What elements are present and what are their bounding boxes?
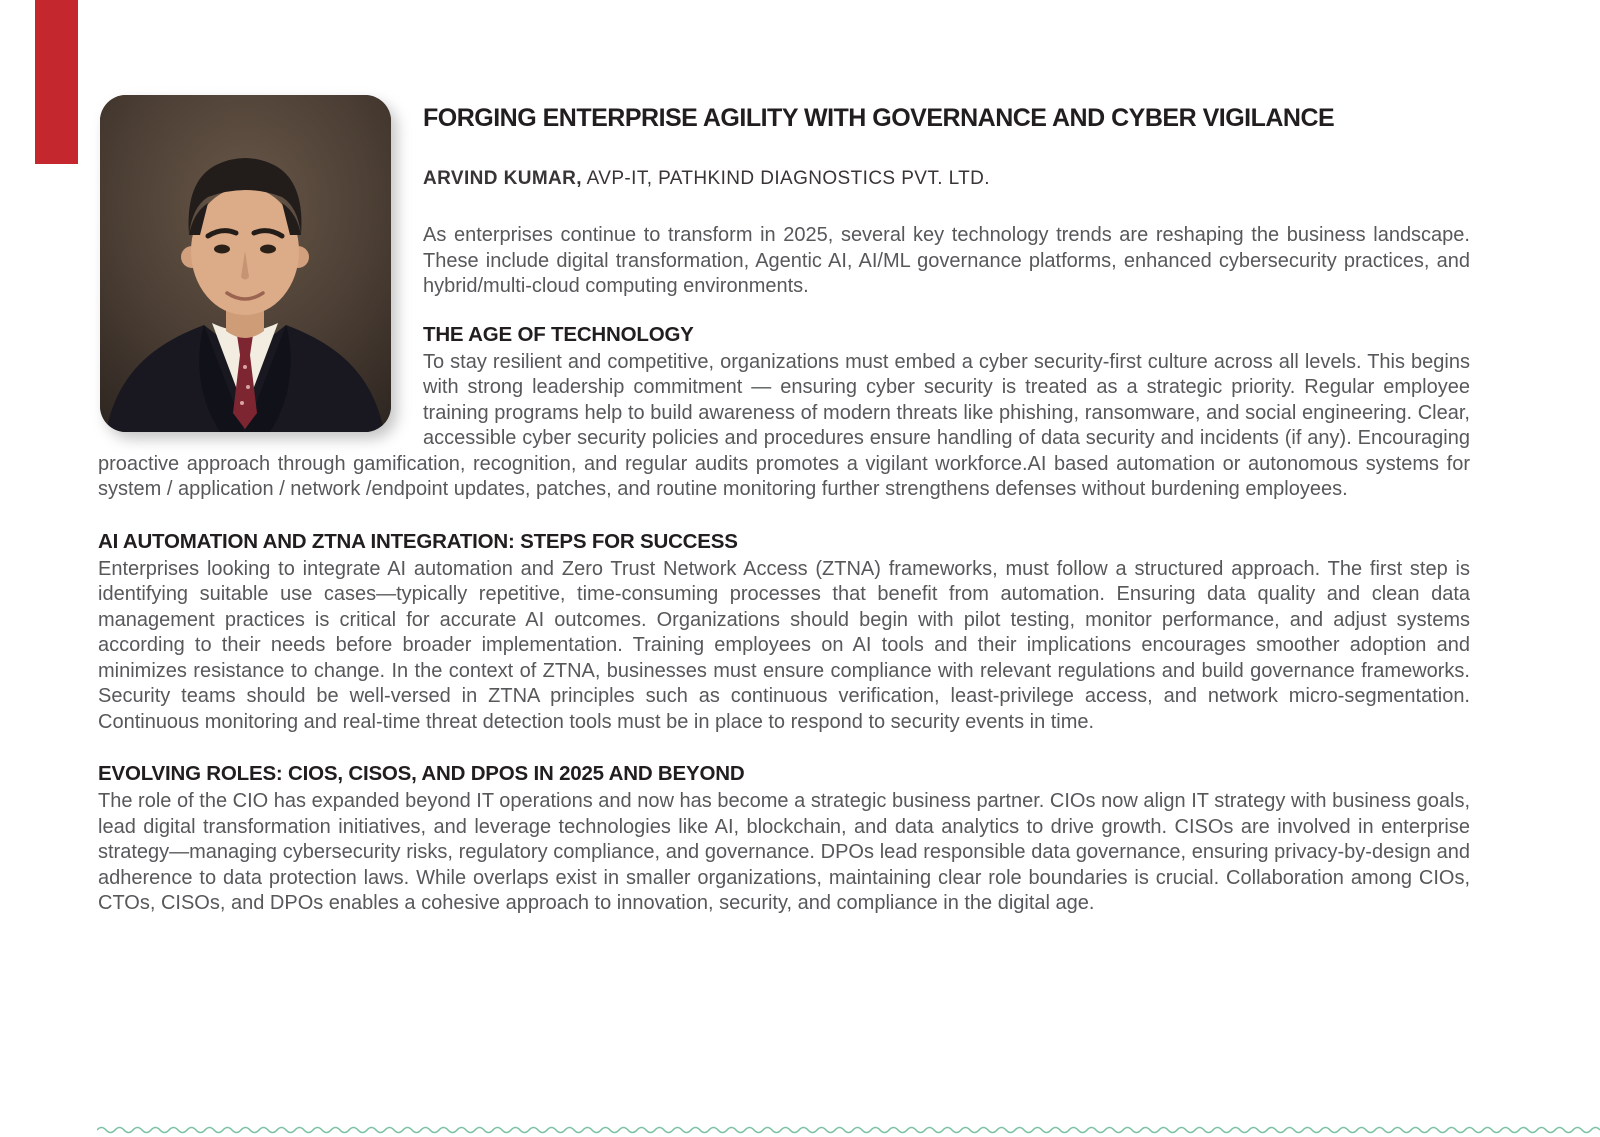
section-heading: THE AGE OF TECHNOLOGY [423,322,694,346]
section-evolving-roles [98,761,1470,917]
section-body: Enterprises looking to integrate AI automation and Zero Trust Network Access (ZTNA) frameworks, must follow a structured approach. The first step is identifying suitable use cases—typically repetitive, time-consuming processes that benefit from automation. Ensuring data quality and clean data management practices is critical for accurate AI outcomes. Organizations should begin with pilot testing, monitor performance, and adjust systems according to their needs before broader implementation. Training employees on AI tools and their implications encourages smoother adoption and minimizes resistance to change. In the context of ZTNA, businesses must ensure compliance with relevant regulations and build governance frameworks. Security teams should be well-versed in ZTNA principles such as continuous verification, least-privilege access, and network micro-segmentation. Continuous monitoring and real-time threat detection tools must be in place to respond to security events in time. [98,557,1470,733]
article-content [98,95,1470,917]
author-role: AVP-IT, PATHKIND DIAGNOSTICS PVT. LTD. [586,168,990,189]
author-photo [100,95,391,432]
author-name: ARVIND KUMAR, [423,168,582,189]
section-ai-automation-ztna [98,529,1470,736]
section-heading: AI AUTOMATION AND ZTNA INTEGRATION: STEPS FOR SUCCESS [98,529,738,553]
article-title: FORGING ENTERPRISE AGILITY WITH GOVERNANCE AND CYBER VIGILANCE [423,104,1335,132]
section-body: To stay resilient and competitive, organizations must embed a cyber security-first culture across all levels. This begins with strong leadership commitment — ensuring cyber security is treated as a strategic priority. Regular employee training programs help to build awareness of modern threats like phishing, ransomware, and social engineering. Clear, accessible cyber security policies and procedures ensure handling of data security and incidents (if any). Encouraging proactive approach through gamification, recognition, and regular audits promotes a vigilant workforce.AI based automation or autonomous systems for system / application / network /endpoint updates, patches, and routine monitoring further strengthens defenses without burdening employees. [98,350,1470,500]
footer-wave-divider [97,1124,1600,1136]
accent-ribbon [35,0,78,164]
section-heading: EVOLVING ROLES: CIOS, CISOS, AND DPOS IN 2025 AND BEYOND [98,762,745,785]
author-portrait-illustration [100,95,391,432]
intro-paragraph: As enterprises continue to transform in 2025, several key technology trends are reshaping the business landscape. These include digital transformation, Agentic AI, AI/ML governance platforms, enhanced cybersecurity practices, and hybrid/multi-cloud computing environments. [423,224,1470,297]
section-body: The role of the CIO has expanded beyond IT operations and now has become a strategic business partner. CIOs now align IT strategy with business goals, lead digital transformation initiatives, and leverage technologies like AI, blockchain, and data analytics to drive growth. CISOs are involved in enterprise strategy—managing cybersecurity risks, regulatory compliance, and governance. DPOs lead responsible data governance, ensuring privacy-by-design and adherence to data protection laws. While overlaps exist in smaller organizations, maintaining clear role boundaries is crucial. Collaboration among CIOs, CTOs, CISOs, and DPOs enables a cohesive approach to innovation, security, and compliance in the digital age. [98,790,1470,914]
